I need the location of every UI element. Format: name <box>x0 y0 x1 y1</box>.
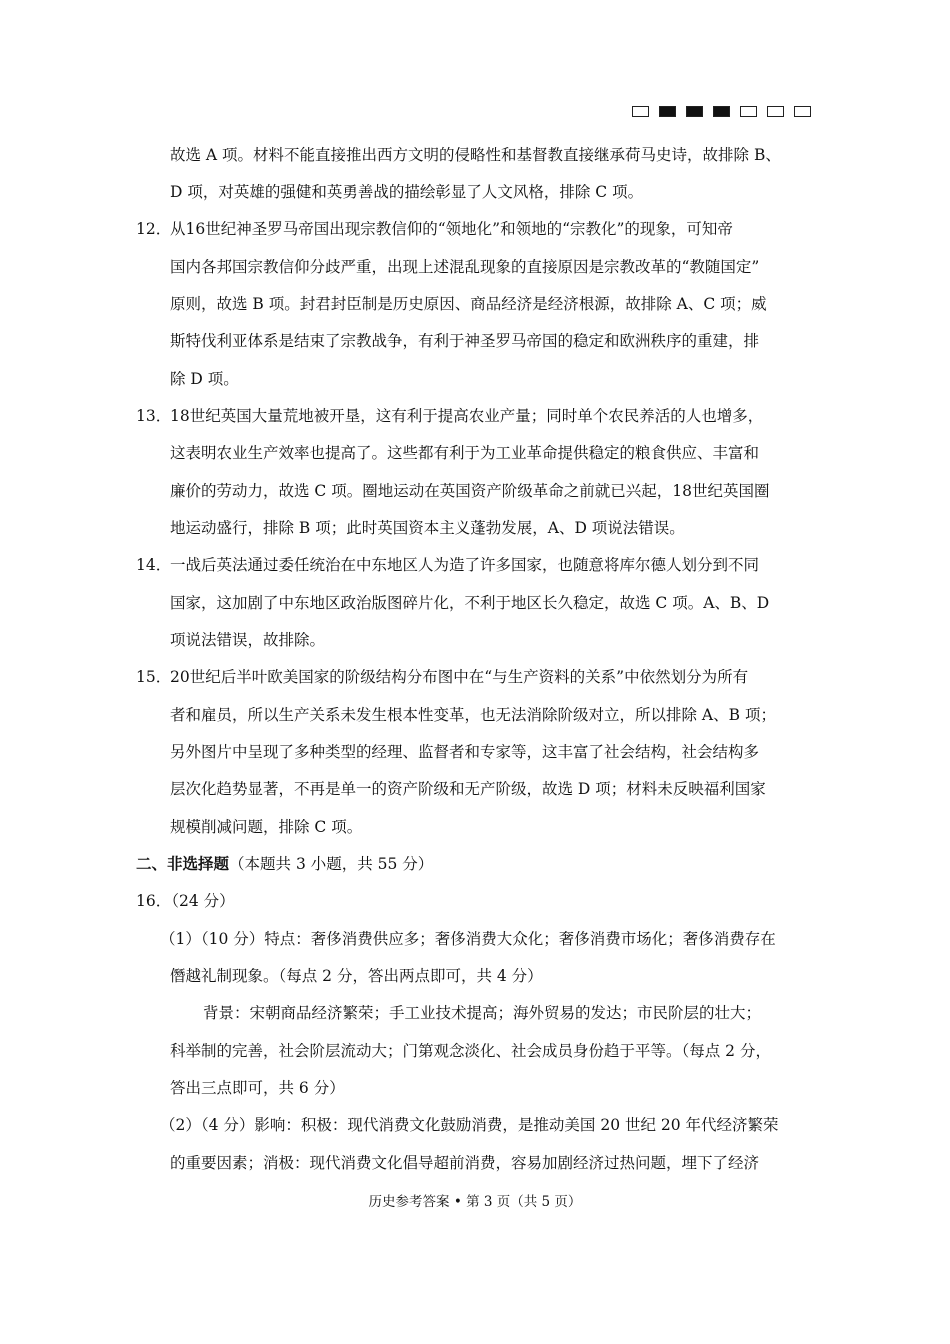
q13-number: 13． <box>136 407 172 425</box>
q14-number: 14． <box>136 556 172 574</box>
marker-square-filled <box>713 106 730 117</box>
marker-square <box>740 106 757 117</box>
q12-line: 斯特伐利亚体系是结束了宗教战争，有利于神圣罗马帝国的稳定和欧洲秩序的重建，排 <box>170 332 760 350</box>
q15-line: 20世纪后半叶欧美国家的阶级结构分布图中在“与生产资料的关系”中依然划分为所有 <box>170 668 749 686</box>
q15-line: 层次化趋势显著，不再是单一的资产阶级和无产阶级，故选 D 项；材料未反映福利国家 <box>170 780 766 798</box>
q16-part1-line: （1）（10 分）特点：奢侈消费供应多；奢侈消费大众化；奢侈消费市场化；奢侈消费存在 <box>160 930 776 948</box>
corner-marker <box>632 106 811 117</box>
q12-number: 12． <box>136 220 172 238</box>
q12-line: 国内各邦国宗教信仰分歧严重，出现上述混乱现象的直接原因是宗教改革的“教随国定” <box>170 258 760 276</box>
q15-line: 规模削减问题，排除 C 项。 <box>170 818 363 836</box>
marker-square-filled <box>659 106 676 117</box>
q13-line: 廉价的劳动力，故选 C 项。圈地运动在英国资产阶级革命之前就已兴起，18世纪英国圈 <box>170 482 770 500</box>
q13-line: 18世纪英国大量荒地被开垦，这有利于提高农业产量；同时单个农民养活的人也增多， <box>170 407 764 425</box>
q16-background-line: 科举制的完善，社会阶层流动大；门第观念淡化、社会成员身份趋于平等。（每点 2 分， <box>170 1042 771 1060</box>
section-title: 二、非选择题 <box>136 854 230 873</box>
q13-line: 这表明农业生产效率也提高了。这些都有利于为工业革命提供稳定的粮食供应、丰富和 <box>170 444 760 462</box>
marker-square <box>632 106 649 117</box>
q16-background-line: 背景：宋朝商品经济繁荣；手工业技术提高；海外贸易的发达；市民阶层的壮大； <box>203 1004 762 1022</box>
marker-square-filled <box>686 106 703 117</box>
q13-line: 地运动盛行，排除 B 项；此时英国资本主义蓬勃发展，A、D 项说法错误。 <box>170 519 685 537</box>
q14-line: 项说法错误，故排除。 <box>170 631 326 649</box>
q11-line: D 项，对英雄的强健和英勇善战的描绘彰显了人文风格，排除 C 项。 <box>170 183 644 201</box>
q16-part2-line: （2）（4 分）影响：积极：现代消费文化鼓励消费，是推动美国 20 世纪 20 年代经济繁荣 <box>160 1116 779 1134</box>
q12-line: 从16世纪神圣罗马帝国出现宗教信仰的“领地化”和领地的“宗教化”的现象，可知帝 <box>170 220 733 238</box>
q14-line: 一战后英法通过委任统治在中东地区人为造了许多国家，也随意将库尔德人划分到不同 <box>170 556 760 574</box>
q11-line: 故选 A 项。材料不能直接推出西方文明的侵略性和基督教直接继承荷马史诗，故排除 B、 <box>170 146 781 164</box>
section-heading <box>136 854 433 874</box>
section-note: （本题共 3 小题，共 55 分） <box>229 855 434 873</box>
q15-number: 15． <box>136 668 172 686</box>
q14-line: 国家，这加剧了中东地区政治版图碎片化，不利于地区长久稳定，故选 C 项。A、B、D <box>170 594 770 612</box>
q16-background-line: 答出三点即可，共 6 分） <box>170 1079 345 1097</box>
page-footer: 历史参考答案 • 第 3 页（共 5 页） <box>368 1194 582 1210</box>
q16-header: 16．（24 分） <box>136 892 235 910</box>
marker-square <box>767 106 784 117</box>
q15-line: 者和雇员，所以生产关系未发生根本性变革，也无法消除阶级对立，所以排除 A、B 项； <box>170 706 776 724</box>
q16-part2-line: 的重要因素；消极：现代消费文化倡导超前消费，容易加剧经济过热问题，埋下了经济 <box>170 1154 760 1172</box>
marker-square <box>794 106 811 117</box>
q16-part1-line: 僭越礼制现象。（每点 2 分，答出两点即可，共 4 分） <box>170 967 543 985</box>
q12-line: 原则，故选 B 项。封君封臣制是历史原因、商品经济是经济根源，故排除 A、C 项；威 <box>170 295 767 313</box>
q15-line: 另外图片中呈现了多种类型的经理、监督者和专家等，这丰富了社会结构，社会结构多 <box>170 743 760 761</box>
q12-line: 除 D 项。 <box>170 370 239 388</box>
